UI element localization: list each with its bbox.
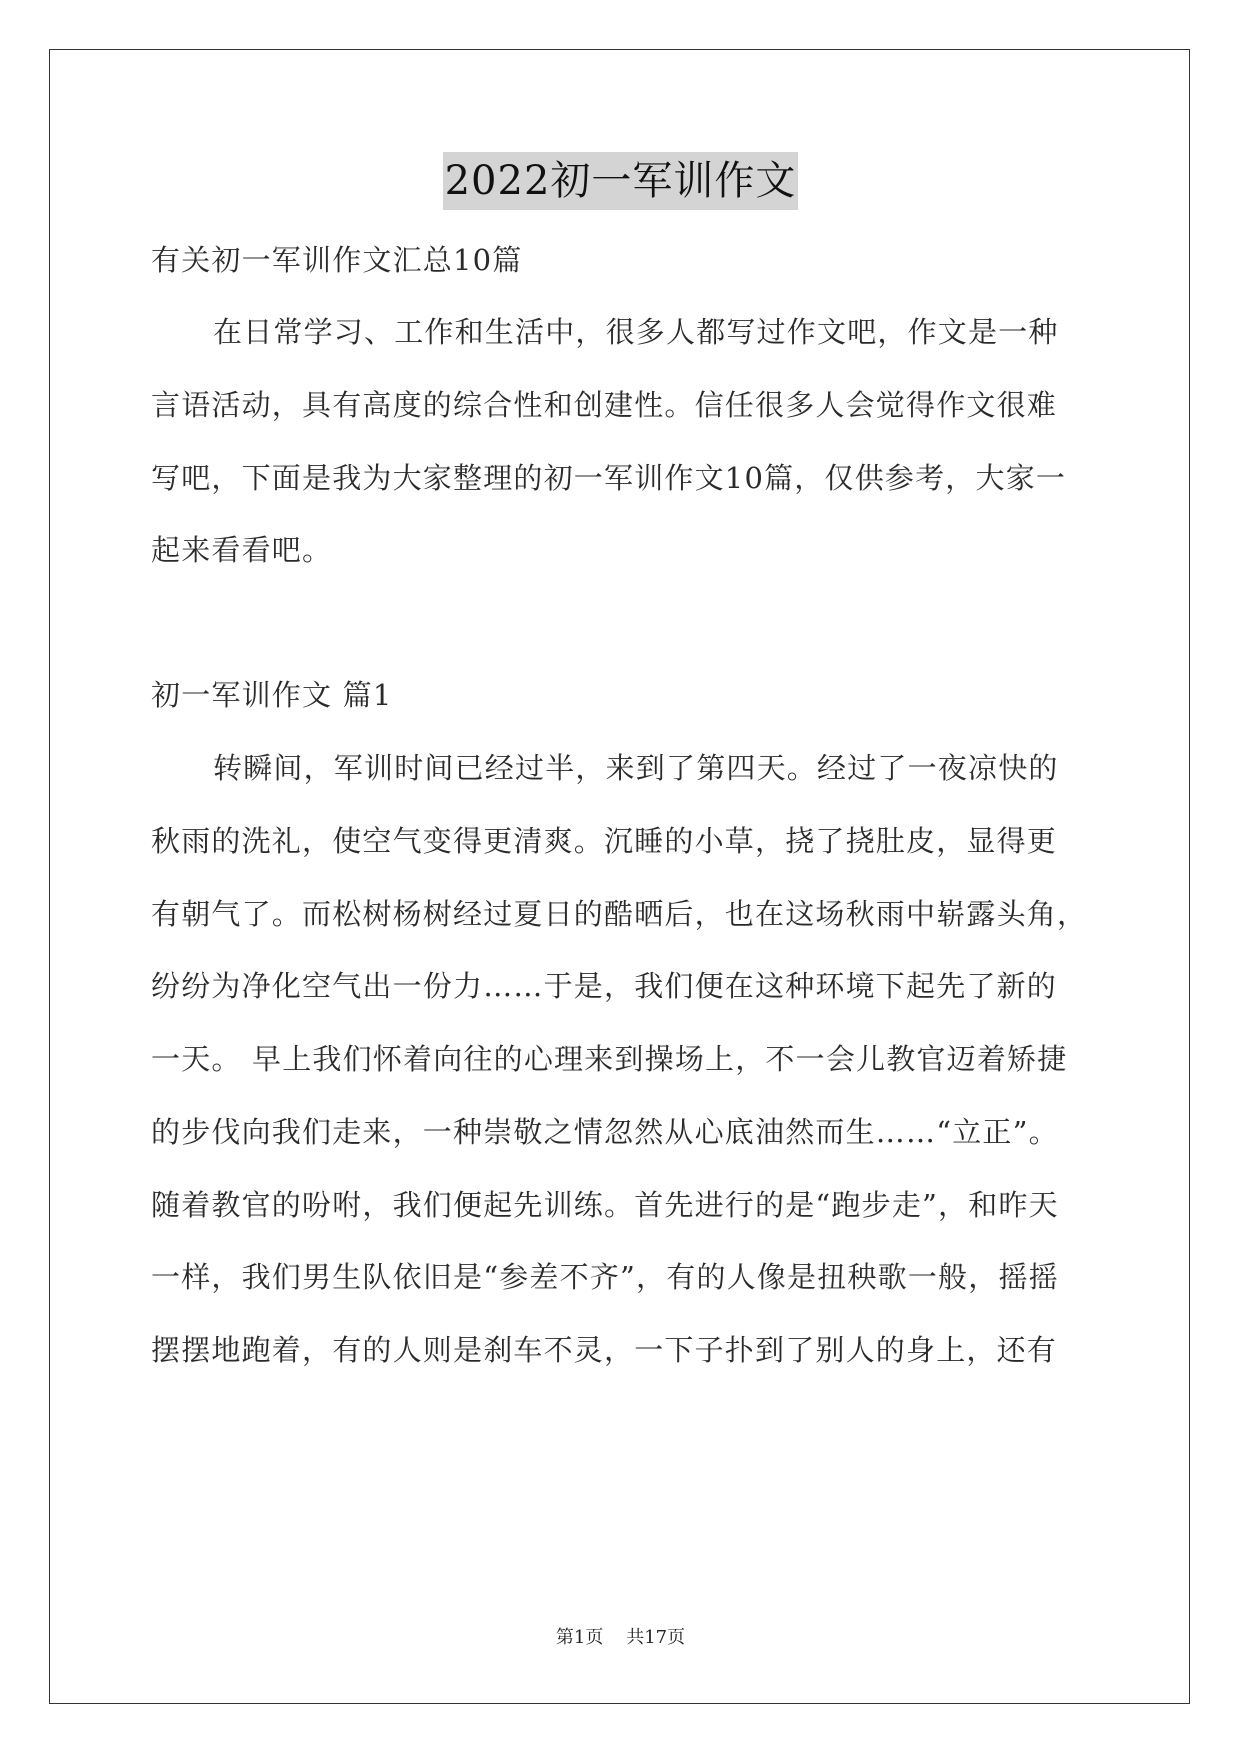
intro-line: 起来看看吧。 [151,533,333,567]
intro-line: 在日常学习、工作和生活中，很多人都写过作文吧，作文是一种 [213,315,1059,349]
body-line: 的步伐向我们走来，一种崇敬之情忽然从心底油然而生……“立正”。 [151,1115,1059,1149]
page-footer [0,1626,1241,1650]
document-subtitle: 有关初一军训作文汇总10篇 [151,243,523,277]
body-line: 转瞬间，军训时间已经过半，来到了第四天。经过了一夜凉快的 [213,751,1059,785]
title-container [0,152,1241,210]
body-line: 摆摆地跑着，有的人则是刹车不灵，一下子扑到了别人的身上，还有 [151,1333,1058,1367]
page-number-label: 第1页 共17页 [555,1627,686,1648]
body-line: 秋雨的洗礼，使空气变得更清爽。沉睡的小草，挠了挠肚皮，显得更 [151,824,1058,858]
body-line: 有朝气了。而松树杨树经过夏日的酷晒后，也在这场秋雨中崭露头角， [151,897,1088,931]
body-line: 纷纷为净化空气出一份力……于是，我们便在这种环境下起先了新的 [151,969,1058,1003]
intro-line: 言语活动，具有高度的综合性和创建性。信任很多人会觉得作文很难 [151,388,1058,422]
body-line: 一样，我们男生队依旧是“参差不齐”，有的人像是扭秧歌一般，摇摇 [151,1260,1059,1294]
document-title: 2022初一军训作文 [443,152,799,210]
intro-line: 写吧，下面是我为大家整理的初一军训作文10篇，仅供参考，大家一 [151,461,1067,495]
section-heading: 初一军训作文 篇1 [151,678,393,712]
body-line: 随着教官的吩咐，我们便起先训练。首先进行的是“跑步走”，和昨天 [151,1188,1059,1222]
body-line: 一天。 早上我们怀着向往的心理来到操场上，不一会儿教官迈着矫捷 [151,1042,1068,1076]
page-border [49,49,1190,1704]
